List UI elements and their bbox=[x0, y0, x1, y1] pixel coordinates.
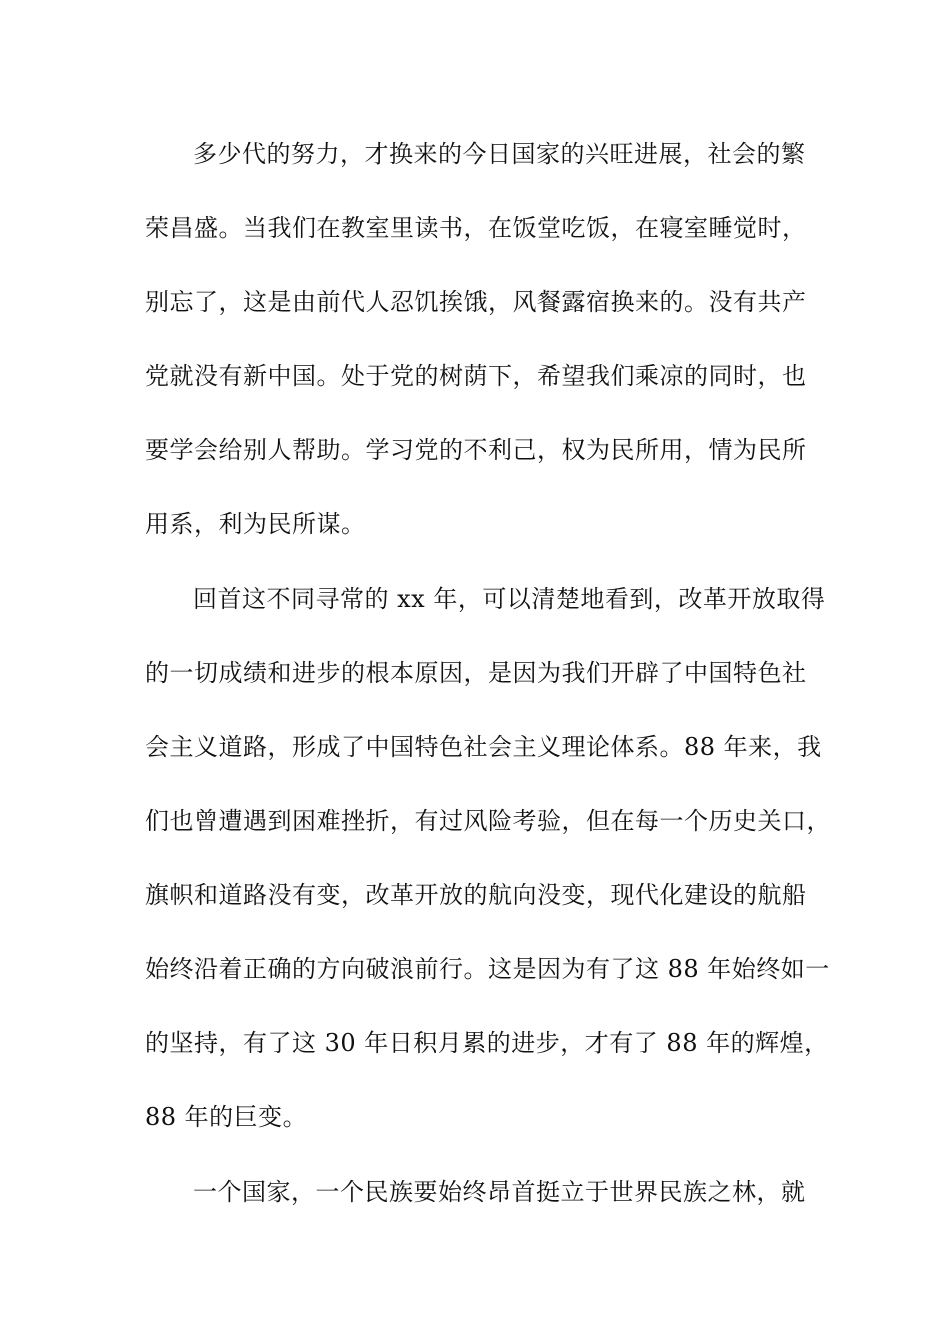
paragraph-line: 党就没有新中国。处于党的树荫下，希望我们乘凉的同时，也 bbox=[145, 362, 807, 390]
paragraph-line: 要学会给别人帮助。学习党的不利己，权为民所用，情为民所 bbox=[145, 436, 807, 464]
paragraph-line: 荣昌盛。当我们在教室里读书，在饭堂吃饭，在寝室睡觉时， bbox=[145, 214, 807, 242]
paragraph-line: 多少代的努力，才换来的今日国家的兴旺进展，社会的繁 bbox=[193, 140, 806, 168]
paragraph-line: 别忘了，这是由前代人忍饥挨饿，风餐露宿换来的。没有共产 bbox=[145, 288, 807, 316]
paragraph-line: 88 年的巨变。 bbox=[145, 1103, 308, 1131]
paragraph-line: 始终沿着正确的方向破浪前行。这是因为有了这 88 年始终如一 bbox=[145, 955, 830, 983]
paragraph-line: 的坚持，有了这 30 年日积月累的进步，才有了 88 年的辉煌， bbox=[145, 1029, 829, 1057]
paragraph-line: 的一切成绩和进步的根本原因，是因为我们开辟了中国特色社 bbox=[145, 659, 807, 687]
paragraph-line: 回首这不同寻常的 xx 年，可以清楚地看到，改革开放取得 bbox=[193, 585, 826, 613]
paragraph-line: 用系，利为民所谋。 bbox=[145, 510, 366, 538]
paragraph-line: 一个国家，一个民族要始终昂首挺立于世界民族之林，就 bbox=[193, 1178, 806, 1206]
paragraph-line: 旗帜和道路没有变，改革开放的航向没变，现代化建设的航船 bbox=[145, 881, 807, 909]
paragraph-line: 们也曾遭遇到困难挫折，有过风险考验，但在每一个历史关口， bbox=[145, 807, 831, 835]
paragraph-line: 会主义道路，形成了中国特色社会主义理论体系。88 年来，我 bbox=[145, 733, 822, 761]
